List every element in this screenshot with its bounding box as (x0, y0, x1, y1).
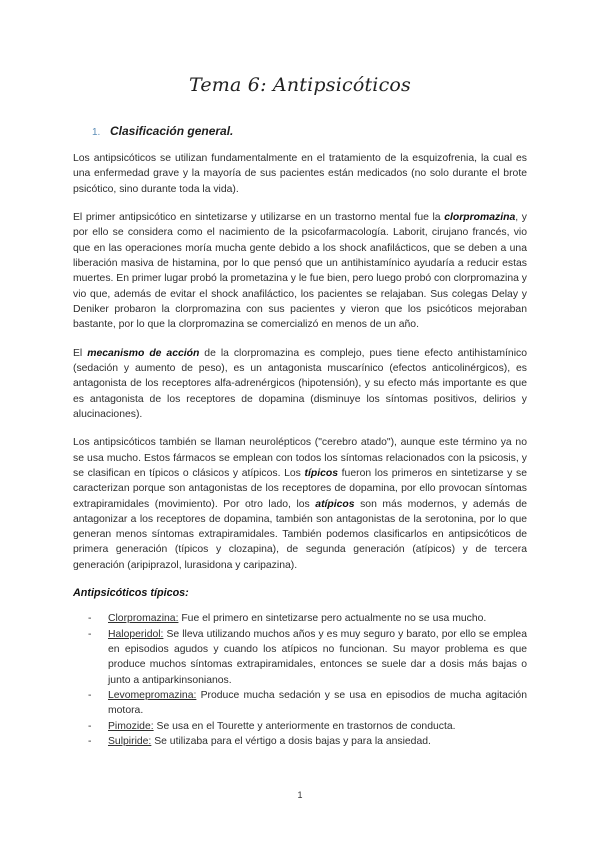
bullet-dash: - (88, 689, 92, 701)
list-item (73, 734, 527, 749)
list-item (73, 719, 527, 734)
text-run: , y por ello se considera como el nacimiento de la psicofarmacología. Laborit, cirujano francés, vio que en las operaciones moría mucha gente debido a los shock anafilácticos, que se deben a una liberación masiva de histamina, por lo que pensó que un antihistamínico ayudaría a reducir estas muertes. En primer lugar probó la prometazina y le fue bien, pero luego probó con clorpromazina y vio que, además de evitar el shock anafiláctico, los pacientes se relajaban. Sus colegas Delay y Deniker probaron la clorpromazina con sus pacientes y vieron que los psicóticos mejoraban bastante, por lo que la clorpromazina se comercializó en menos de un año. (73, 212, 527, 331)
paragraph-mechanism (73, 346, 527, 422)
bullet-dash: - (88, 613, 92, 625)
bullet-dash: - (88, 628, 92, 640)
document-title: Tema 6: Antipsicóticos (188, 74, 412, 96)
list-item (73, 627, 527, 688)
document-body (73, 151, 527, 749)
text-run: El (73, 347, 88, 359)
bullet-dash: - (88, 735, 92, 747)
list-item (73, 611, 527, 626)
page-number: 1 (297, 790, 303, 800)
emphasis-term: clorpromazina (444, 212, 516, 224)
drug-name: Sulpiride: (108, 735, 152, 747)
drug-name: Haloperidol: (108, 628, 164, 640)
text-run: El primer antipsicótico en sintetizarse y utilizarse en un trastorno mental fue la (73, 212, 445, 224)
text-run: Los antipsicóticos también se llaman neurolépticos ("cerebro atado"), aunque este término ya no se usa mucho. Estos fármacos se emplean con todos los síntomas relacionados con la psicosis, y se clasifican en típicos o clásicos y atípicos. Los (73, 437, 527, 479)
drug-description: Produce mucha sedación y se usa en episodios de mucha agitación motora. (108, 689, 527, 717)
section-heading-text: Clasificación general. (110, 124, 234, 138)
section-heading (92, 124, 233, 138)
emphasis-term: típicos (304, 467, 339, 479)
emphasis-term: mecanismo de acción (87, 347, 200, 359)
drug-name: Pimozide: (108, 720, 154, 732)
paragraph-intro: Los antipsicóticos se utilizan fundamentalmente en el tratamiento de la esquizofrenia, la cual es una enfermedad grave y la mayoría de sus pacientes están medicados (no solo durante el brote psicótico, sino durante toda la vida). (73, 153, 527, 195)
drug-description: Se lleva utilizando muchos años y es muy seguro y barato, por ello se emplea en episodios agudos y cuando los atípicos no funcionan. Su mayor problema es que produce muchos síntomas extrapiramidales, entonces se suele dar a dosis más bajas o junto a antiparkinsonianos. (108, 628, 527, 686)
section-number: 1. (92, 127, 101, 138)
text-run: son más modernos, y además de antagonizar a los receptores de dopamina, también son antagonistas de la serotonina, por lo que generan menos síntomas extrapiramidales. También podemos clasificarlos en antipsicóticos de primera generación (típicos y clozapina), de segunda generación (atípicos) y de tercera generación (aripiprazol, lurasidona y caripazina). (73, 498, 527, 571)
bullet-dash: - (88, 720, 92, 732)
typicals-heading: Antipsicóticos típicos: (73, 587, 189, 600)
drug-description: Se utilizaba para el vértigo a dosis bajas y para la ansiedad. (151, 735, 431, 747)
drug-description: Se usa en el Tourette y anteriormente en trastornos de conducta. (153, 720, 456, 732)
list-item (73, 688, 527, 719)
paragraph-classification (73, 435, 527, 573)
drug-name: Levomepromazina: (108, 689, 197, 701)
text-run: fueron los primeros en sintetizarse y se caracterizan porque son antagonistas de los receptores de dopamina, por ello provocan síntomas extrapiramidales (movimiento). Por otro lado, los (73, 467, 527, 510)
text-run: de la clorpromazina es complejo, pues tiene efecto antihistamínico (sedación y aumento de peso), es un antagonista muscarínico (efectos anticolinérgicos), es antagonista de los receptores alfa-adrenérgicos (hipotensión), y su efecto más importante es que es antagonista de los receptores de dopamina (disminuye los síntomas positivos, delirios y alucinaciones). (73, 347, 527, 420)
drug-list (73, 611, 527, 749)
drug-name: Clorpromazina: (108, 613, 179, 625)
paragraph-history (73, 210, 527, 332)
emphasis-term: atípicos (315, 498, 355, 510)
drug-description: Fue el primero en sintetizarse pero actualmente no se usa mucho. (178, 613, 487, 625)
